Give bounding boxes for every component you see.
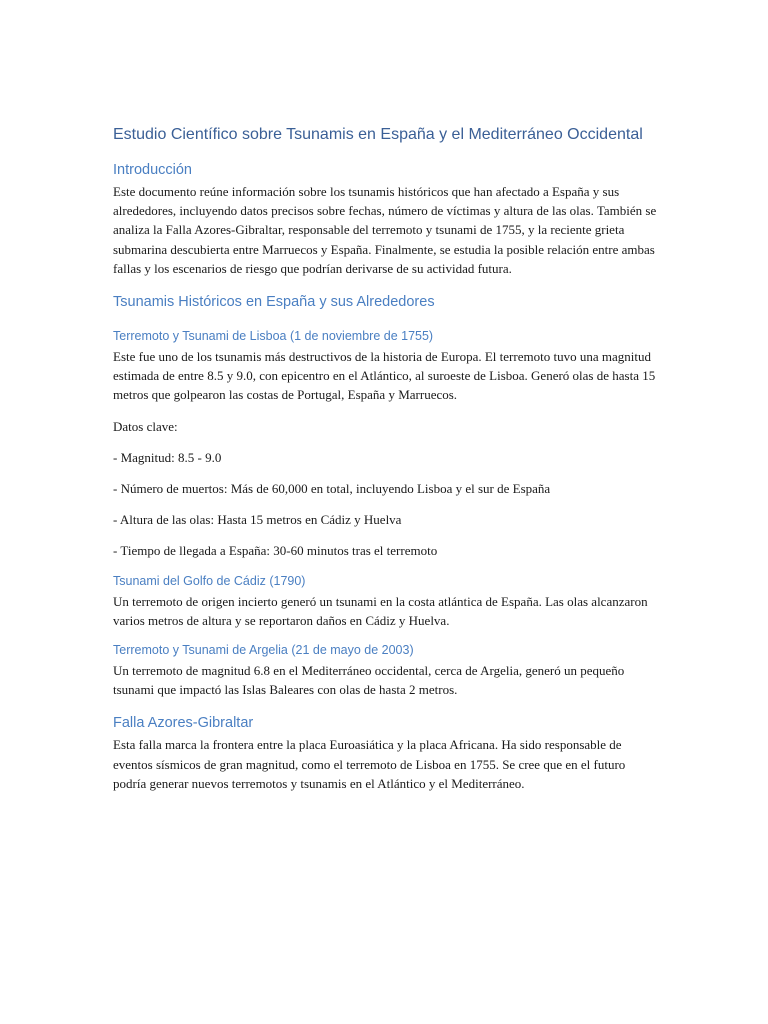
- intro-heading: Introducción: [113, 162, 192, 178]
- lisboa-dato-olas: - Altura de las olas: Hasta 15 metros en Cádiz y Huelva: [113, 512, 402, 528]
- document-title: Estudio Científico sobre Tsunamis en España y el Mediterráneo Occidental: [113, 126, 643, 143]
- argelia-heading: Terremoto y Tsunami de Argelia (21 de mayo de 2003): [113, 643, 414, 658]
- falla-paragraph: Esta falla marca la frontera entre la placa Euroasiática y la placa Africana. Ha sido responsable de eventos sísmicos de gran magnitud, como el terremoto de Lisboa en 1755. Se cree que en el futuro podría generar nuevos terremotos y tsunamis en el Atlántico y el Mediterráneo.: [113, 737, 626, 791]
- cadiz-heading: Tsunami del Golfo de Cádiz (1790): [113, 573, 306, 588]
- lisboa-dato-magnitud: - Magnitud: 8.5 - 9.0: [113, 449, 222, 465]
- cadiz-paragraph: Un terremoto de origen incierto generó un tsunami en la costa atlántica de España. Las olas alcanzaron varios metros de altura y se reportaron daños en Cádiz y Huelva.: [113, 593, 648, 628]
- intro-paragraph: Este documento reúne información sobre los tsunamis históricos que han afectado a España y sus alrededores, incluyendo datos precisos sobre fechas, número de víctimas y altura de las olas. También se analiza la Falla Azores-Gibraltar, responsable del terremoto y tsunami de 1755, y la reciente grieta submarina descubierta entre Marruecos y España. Finalmente, se estudia la posible relación entre ambas fallas y los escenarios de riesgo que podrían derivarse de su actividad futura.: [113, 184, 657, 276]
- lisboa-heading: Terremoto y Tsunami de Lisboa (1 de noviembre de 1755): [113, 329, 434, 344]
- falla-heading: Falla Azores-Gibraltar: [113, 715, 254, 732]
- lisboa-datos-label: Datos clave:: [113, 418, 178, 434]
- historicos-heading: Tsunamis Históricos en España y sus Alrededores: [113, 294, 435, 311]
- lisboa-paragraph: Este fue uno de los tsunamis más destructivos de la historia de Europa. El terremoto tuvo una magnitud estimada de entre 8.5 y 9.0, con epicentro en el Atlántico, al suroeste de Lisboa. Generó olas de hasta 15 metros que golpearon las costas de Portugal, España y Marruecos.: [113, 349, 656, 403]
- lisboa-dato-llegada: - Tiempo de llegada a España: 30-60 minutos tras el terremoto: [113, 543, 438, 559]
- lisboa-dato-muertos: - Número de muertos: Más de 60,000 en total, incluyendo Lisboa y el sur de España: [113, 481, 551, 497]
- argelia-paragraph: Un terremoto de magnitud 6.8 en el Mediterráneo occidental, cerca de Argelia, generó un pequeño tsunami que impactó las Islas Baleares con olas de hasta 2 metros.: [113, 663, 625, 698]
- document-page: [113, 123, 658, 793]
